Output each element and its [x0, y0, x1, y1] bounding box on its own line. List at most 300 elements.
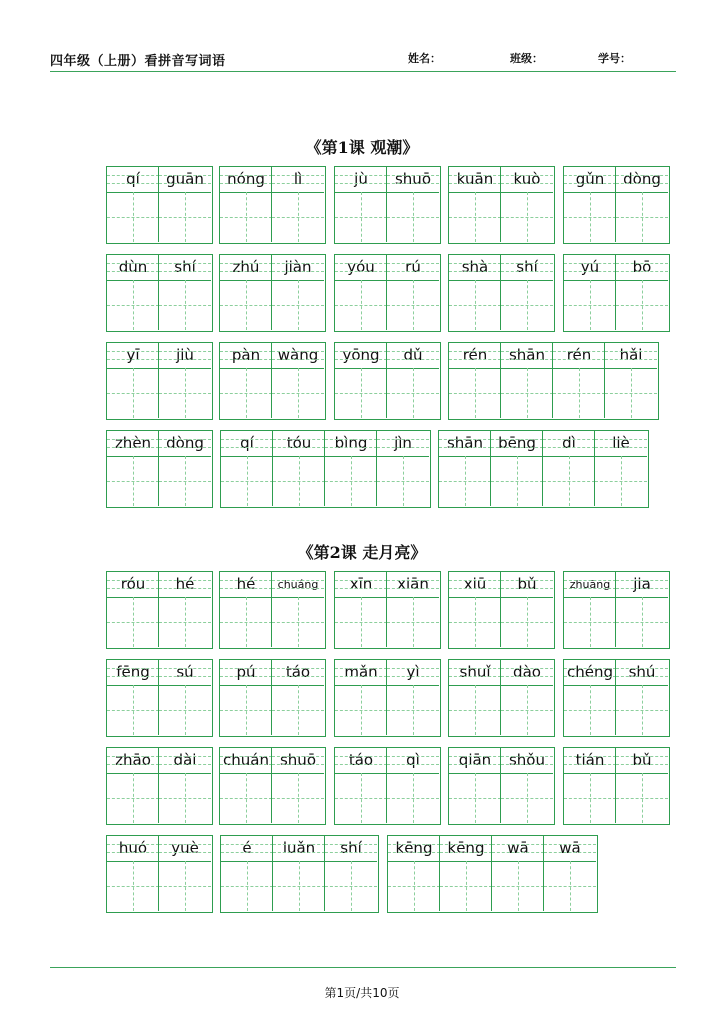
char-cell[interactable] [107, 343, 159, 418]
guide-line [107, 439, 159, 440]
char-cell[interactable] [449, 660, 501, 735]
guide-line [475, 368, 476, 418]
guide-line [298, 280, 299, 330]
word-box [334, 659, 441, 737]
guide-line [387, 183, 439, 184]
guide-line [501, 183, 553, 184]
guide-line [466, 861, 467, 911]
guide-line [621, 456, 622, 506]
char-cell[interactable] [387, 660, 439, 735]
char-cell[interactable] [220, 748, 272, 823]
pinyin-label: shà [461, 258, 489, 276]
guide-line [298, 368, 299, 418]
guide-line [361, 597, 362, 647]
guide-line [564, 764, 616, 765]
guide-line [449, 764, 501, 765]
guide-line [335, 668, 387, 669]
word-box [438, 430, 649, 508]
pinyin-label: luǎn [282, 839, 316, 857]
guide-line [590, 597, 591, 647]
guide-line [616, 263, 668, 264]
guide-line [449, 668, 501, 669]
guide-line [351, 456, 352, 506]
guide-line [159, 263, 211, 264]
pinyin-label: dùn [118, 258, 148, 276]
char-cell[interactable] [272, 660, 324, 735]
guide-line [605, 359, 657, 360]
guide-line [564, 676, 616, 677]
guide-line [221, 439, 273, 440]
guide-line [605, 351, 657, 352]
word-box [106, 659, 213, 737]
char-cell[interactable] [159, 343, 211, 418]
char-cell[interactable] [449, 748, 501, 823]
guide-line [272, 756, 324, 757]
char-cell[interactable] [159, 167, 211, 242]
class-label: 班级： [510, 52, 543, 65]
char-cell[interactable] [616, 167, 668, 242]
char-cell[interactable] [272, 572, 324, 647]
char-cell[interactable] [273, 431, 325, 506]
char-cell[interactable] [272, 748, 324, 823]
guide-line [527, 192, 528, 242]
guide-line [440, 852, 492, 853]
char-cell[interactable] [335, 660, 387, 735]
guide-line [107, 668, 159, 669]
guide-line [564, 183, 616, 184]
guide-line [387, 668, 439, 669]
char-cell[interactable] [616, 660, 668, 735]
guide-line [220, 175, 272, 176]
guide-line [272, 668, 324, 669]
guide-line [159, 676, 211, 677]
pinyin-label: yuè [171, 839, 199, 857]
word-box [219, 166, 326, 244]
guide-line [475, 280, 476, 330]
pinyin-label: xiān [397, 575, 429, 593]
guide-line [220, 756, 272, 757]
guide-line [387, 580, 439, 581]
guide-line [335, 588, 387, 589]
guide-line [527, 368, 528, 418]
guide-line [564, 580, 616, 581]
guide-line [335, 359, 387, 360]
pinyin-label: wā [559, 839, 581, 857]
guide-line [133, 685, 134, 735]
guide-line [616, 668, 668, 669]
char-cell[interactable] [564, 748, 616, 823]
guide-line [107, 588, 159, 589]
guide-line [616, 756, 668, 757]
char-cell[interactable] [159, 836, 211, 911]
guide-line [413, 597, 414, 647]
char-cell[interactable] [564, 167, 616, 242]
word-box [448, 254, 555, 332]
pinyin-label: lì [293, 170, 303, 188]
word-box [106, 430, 213, 508]
char-cell[interactable] [159, 748, 211, 823]
guide-line [553, 359, 605, 360]
pinyin-label: jia [633, 575, 651, 593]
guide-line [440, 844, 492, 845]
char-cell[interactable] [335, 572, 387, 647]
char-cell[interactable] [272, 255, 324, 330]
guide-line [299, 861, 300, 911]
pinyin-label: jiù [176, 346, 194, 364]
pinyin-label: zhuāng [569, 578, 611, 591]
guide-line [220, 271, 272, 272]
guide-line [298, 685, 299, 735]
guide-line [616, 580, 668, 581]
pinyin-label: shǒu [508, 751, 545, 769]
word-box [334, 254, 441, 332]
guide-line [107, 351, 159, 352]
guide-line [590, 685, 591, 735]
char-cell[interactable] [387, 572, 439, 647]
guide-line [133, 192, 134, 242]
char-cell[interactable] [449, 572, 501, 647]
word-box [563, 571, 670, 649]
char-cell[interactable] [220, 572, 272, 647]
guide-line [414, 861, 415, 911]
pinyin-label: shuǐ [459, 663, 491, 681]
pinyin-label: wàng [277, 346, 319, 364]
guide-line [449, 580, 501, 581]
pinyin-label: bēng [498, 434, 536, 452]
guide-line [616, 588, 668, 589]
header-divider [50, 71, 676, 72]
guide-line [107, 175, 159, 176]
guide-line [185, 685, 186, 735]
guide-line [299, 456, 300, 506]
char-cell[interactable] [553, 343, 605, 418]
char-cell[interactable] [501, 748, 553, 823]
char-cell[interactable] [564, 660, 616, 735]
guide-line [273, 447, 325, 448]
char-cell[interactable] [501, 167, 553, 242]
char-cell[interactable] [107, 836, 159, 911]
pinyin-label: róu [120, 575, 146, 593]
char-cell[interactable] [564, 572, 616, 647]
char-cell[interactable] [220, 167, 272, 242]
guide-line [501, 756, 553, 757]
guide-line [272, 580, 324, 581]
pinyin-label: shí [174, 258, 196, 276]
worksheet-title: 四年级（上册）看拼音写词语 [50, 54, 226, 69]
word-box [448, 571, 555, 649]
char-cell[interactable] [159, 431, 211, 506]
guide-line [246, 192, 247, 242]
guide-line [220, 183, 272, 184]
guide-line [387, 764, 439, 765]
guide-line [449, 263, 501, 264]
guide-line [335, 580, 387, 581]
guide-line [616, 175, 668, 176]
pinyin-label: qiān [458, 751, 492, 769]
char-cell[interactable] [107, 255, 159, 330]
guide-line [107, 844, 159, 845]
guide-line [272, 359, 324, 360]
pinyin-label: kuò [513, 170, 541, 188]
page-header [50, 48, 676, 70]
pinyin-label: tián [575, 751, 605, 769]
guide-line [501, 580, 553, 581]
pinyin-label: rú [405, 258, 421, 276]
word-box [220, 835, 379, 913]
pinyin-label: tóu [286, 434, 312, 452]
guide-line [298, 773, 299, 823]
pinyin-label: dì [562, 434, 576, 452]
char-cell[interactable] [221, 836, 273, 911]
guide-line [553, 351, 605, 352]
char-cell[interactable] [543, 431, 595, 506]
guide-line [564, 588, 616, 589]
guide-line [159, 668, 211, 669]
word-box [219, 342, 326, 420]
char-cell[interactable] [501, 343, 553, 418]
pinyin-label: huó [118, 839, 148, 857]
char-cell[interactable] [220, 255, 272, 330]
pinyin-label: kēng [395, 839, 433, 857]
pinyin-label: pàn [231, 346, 261, 364]
word-box [106, 166, 213, 244]
char-cell[interactable] [449, 343, 501, 418]
guide-line [272, 263, 324, 264]
pinyin-label: shuō [394, 170, 431, 188]
guide-line [133, 280, 134, 330]
guide-line [133, 773, 134, 823]
char-cell[interactable] [387, 748, 439, 823]
lesson-title: 《第2课 走月亮》 [297, 543, 427, 562]
char-cell[interactable] [439, 431, 491, 506]
pinyin-label: bō [632, 258, 652, 276]
guide-line [413, 280, 414, 330]
guide-line [325, 844, 377, 845]
word-box [563, 254, 670, 332]
char-cell[interactable] [220, 343, 272, 418]
guide-line [491, 447, 543, 448]
char-cell[interactable] [107, 167, 159, 242]
word-box [219, 659, 326, 737]
char-cell[interactable] [159, 572, 211, 647]
char-cell[interactable] [159, 660, 211, 735]
guide-line [387, 175, 439, 176]
pinyin-label: pú [236, 663, 256, 681]
char-cell[interactable] [388, 836, 440, 911]
guide-line [492, 852, 544, 853]
char-cell[interactable] [449, 255, 501, 330]
guide-line [159, 359, 211, 360]
pinyin-label: shú [628, 663, 656, 681]
char-cell[interactable] [335, 343, 387, 418]
char-cell[interactable] [107, 431, 159, 506]
word-box [106, 254, 213, 332]
pinyin-label: yóu [347, 258, 375, 276]
student-id-label: 学号： [598, 52, 631, 65]
guide-line [377, 439, 429, 440]
char-cell[interactable] [272, 343, 324, 418]
guide-line [325, 852, 377, 853]
char-cell[interactable] [387, 255, 439, 330]
char-cell[interactable] [325, 431, 377, 506]
pinyin-label: zhèn [114, 434, 152, 452]
guide-line [272, 676, 324, 677]
guide-line [272, 588, 324, 589]
word-box [563, 659, 670, 737]
guide-line [159, 756, 211, 757]
guide-line [564, 175, 616, 176]
guide-line [361, 280, 362, 330]
word-box [334, 571, 441, 649]
char-cell[interactable] [325, 836, 377, 911]
guide-line [159, 764, 211, 765]
guide-line [247, 861, 248, 911]
guide-line [335, 175, 387, 176]
word-box [334, 342, 441, 420]
name-label: 姓名： [408, 52, 441, 65]
guide-line [133, 597, 134, 647]
char-cell[interactable] [159, 255, 211, 330]
char-cell[interactable] [107, 572, 159, 647]
char-cell[interactable] [595, 431, 647, 506]
pinyin-label: hé [236, 575, 256, 593]
guide-line [220, 359, 272, 360]
char-cell[interactable] [377, 431, 429, 506]
guide-line [361, 192, 362, 242]
guide-line [387, 359, 439, 360]
pinyin-label: chuáng [277, 578, 319, 591]
word-box [334, 166, 441, 244]
guide-line [159, 447, 211, 448]
char-cell[interactable] [501, 572, 553, 647]
guide-line [403, 456, 404, 506]
guide-line [501, 676, 553, 677]
guide-line [107, 263, 159, 264]
guide-line [595, 439, 647, 440]
char-cell[interactable] [616, 748, 668, 823]
char-cell[interactable] [273, 836, 325, 911]
word-box [219, 747, 326, 825]
char-cell[interactable] [544, 836, 596, 911]
pinyin-label: jiàn [284, 258, 312, 276]
guide-line [449, 359, 501, 360]
pinyin-label: gǔn [575, 170, 605, 188]
pinyin-label: bǔ [517, 575, 537, 593]
guide-line [564, 271, 616, 272]
pinyin-label: jìn [394, 434, 412, 452]
char-cell[interactable] [491, 431, 543, 506]
pinyin-label: qí [126, 170, 140, 188]
guide-line [159, 271, 211, 272]
char-cell[interactable] [564, 255, 616, 330]
guide-line [335, 351, 387, 352]
guide-line [387, 263, 439, 264]
guide-line [159, 175, 211, 176]
char-cell[interactable] [449, 167, 501, 242]
guide-line [325, 439, 377, 440]
guide-line [335, 183, 387, 184]
guide-line [272, 764, 324, 765]
guide-line [185, 192, 186, 242]
pinyin-label: rén [566, 346, 592, 364]
guide-line [475, 685, 476, 735]
guide-line [272, 351, 324, 352]
guide-line [518, 861, 519, 911]
pinyin-label: yì [406, 663, 420, 681]
guide-line [527, 685, 528, 735]
guide-line [491, 439, 543, 440]
guide-line [449, 756, 501, 757]
pinyin-label: dài [173, 751, 197, 769]
guide-line [351, 861, 352, 911]
guide-line [247, 456, 248, 506]
guide-line [159, 351, 211, 352]
pinyin-label: shuō [279, 751, 316, 769]
char-cell[interactable] [335, 748, 387, 823]
word-box [219, 254, 326, 332]
char-cell[interactable] [387, 167, 439, 242]
guide-line [273, 439, 325, 440]
char-cell[interactable] [335, 255, 387, 330]
char-cell[interactable] [387, 343, 439, 418]
char-cell[interactable] [272, 167, 324, 242]
guide-line [133, 368, 134, 418]
char-cell[interactable] [335, 167, 387, 242]
pinyin-label: rén [462, 346, 488, 364]
guide-line [220, 588, 272, 589]
pinyin-label: qì [406, 751, 420, 769]
guide-line [387, 756, 439, 757]
pinyin-label: yú [580, 258, 600, 276]
guide-line [273, 844, 325, 845]
char-cell[interactable] [221, 431, 273, 506]
guide-line [449, 351, 501, 352]
char-cell[interactable] [107, 748, 159, 823]
guide-line [501, 263, 553, 264]
char-cell[interactable] [107, 660, 159, 735]
guide-line [159, 580, 211, 581]
pinyin-label: zhāo [115, 751, 151, 769]
pinyin-label: xiū [463, 575, 487, 593]
char-cell[interactable] [616, 255, 668, 330]
guide-line [564, 263, 616, 264]
guide-line [616, 764, 668, 765]
guide-line [246, 685, 247, 735]
char-cell[interactable] [492, 836, 544, 911]
pinyin-label: táo [348, 751, 374, 769]
char-cell[interactable] [616, 572, 668, 647]
guide-line [107, 756, 159, 757]
char-cell[interactable] [440, 836, 492, 911]
guide-line [642, 597, 643, 647]
pinyin-label: nóng [227, 170, 265, 188]
guide-line [246, 597, 247, 647]
guide-line [107, 359, 159, 360]
guide-line [246, 773, 247, 823]
guide-line [501, 588, 553, 589]
char-cell[interactable] [501, 660, 553, 735]
guide-line [107, 580, 159, 581]
guide-line [501, 359, 553, 360]
guide-line [221, 852, 273, 853]
char-cell[interactable] [605, 343, 657, 418]
guide-line [335, 271, 387, 272]
char-cell[interactable] [501, 255, 553, 330]
char-cell[interactable] [220, 660, 272, 735]
guide-line [335, 263, 387, 264]
pinyin-label: kuān [456, 170, 494, 188]
guide-line [501, 351, 553, 352]
